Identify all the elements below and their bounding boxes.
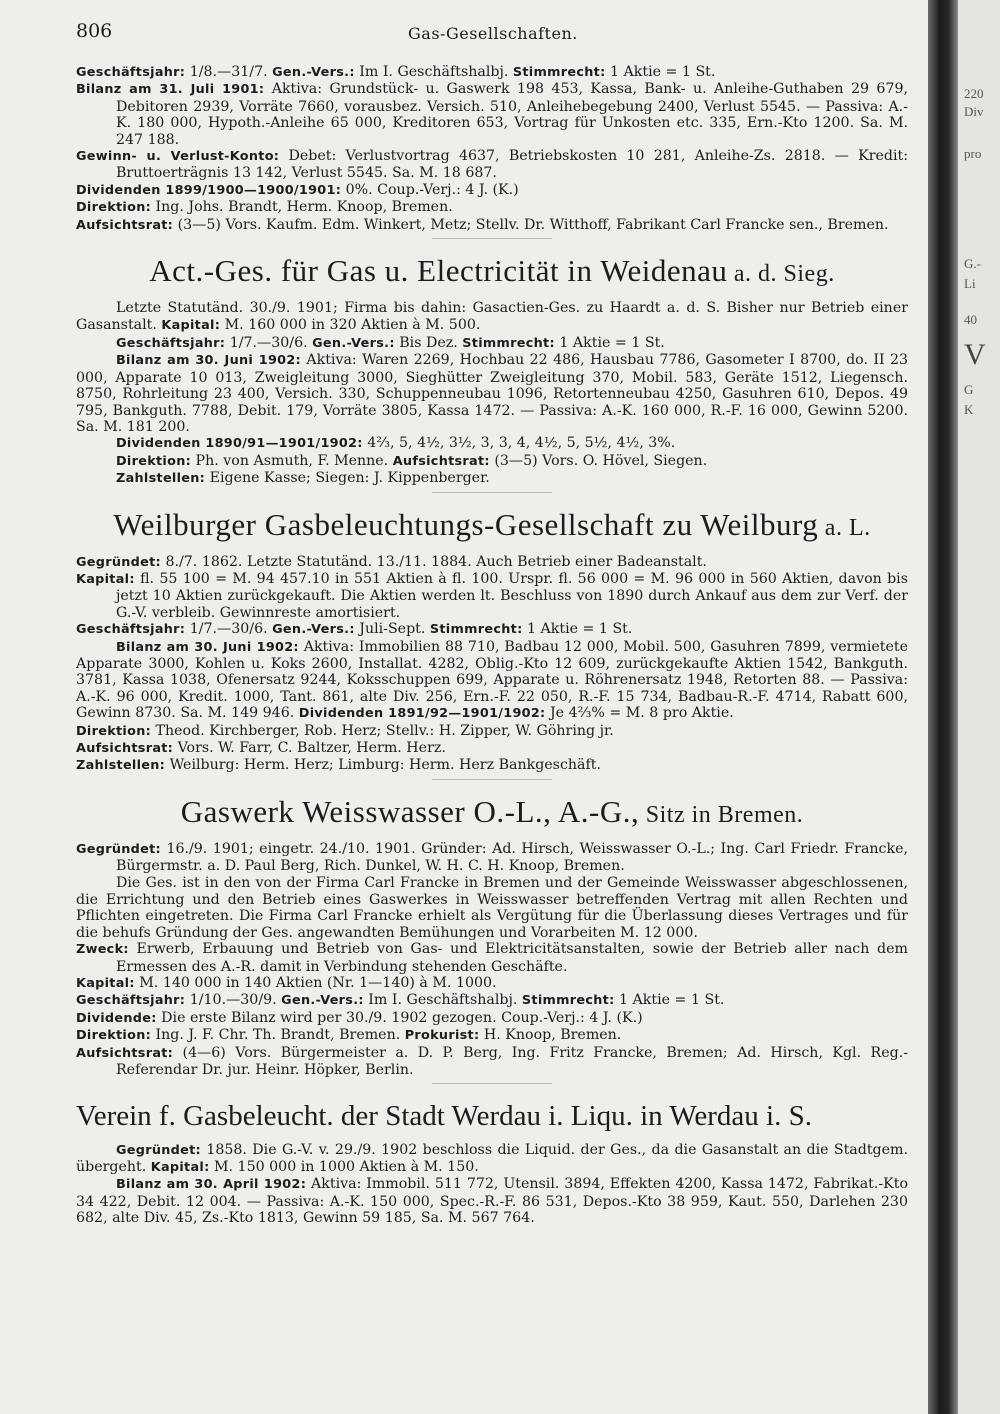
adjacent-text-fragment: G	[964, 382, 974, 397]
entry-line: Aufsichtsrat: (3—5) Vors. Kaufm. Edm. Winkert, Metz; Stellv. Dr. Witthoff, Fabrikant Carl Francke sen., Bremen.	[76, 216, 889, 233]
entry-weidenau	[76, 253, 908, 487]
entry-line: Gegründet: 8./7. 1862. Letzte Statutänd. 13./11. 1884. Auch Betrieb einer Badeanstalt.	[76, 553, 707, 570]
entry-werdau	[76, 1098, 908, 1227]
separator-rule	[432, 492, 552, 493]
entry-line: Bilanz am 30. Juni 1902: Aktiva: Waren 2269, Hochbau 22 486, Hausbau 7786, Gasometer I 8700, do. II 23 000, Apparate 10 013, Zweigleitung 3000, Sieghütter Zweigleitung 370, Mobil. 583, Geräte 1512, Liegensch. 8750, Rohrleitung 23 400, Versich. 330, Schuppenneubau 1096, Retortenneubau 4250, Gasuhren 610, Depos. 49 795, Bankguth. 7788, Debit. 179, Vorräte 3805, Kassa 1472. — Passiva: A.-K. 160 000, R.-F. 16 000, Gewinn 5200. Sa. M. 181 200.	[76, 352, 909, 435]
entry-line: Aufsichtsrat: (4—6) Vors. Bürgermeister a. D. P. Berg, Ing. Fritz Francke, Bremen; Ad. Hirsch, Kgl. Reg.-Referendar Dr. jur. Heinr. Höpker, Berlin.	[76, 1044, 908, 1079]
adjacent-text-fragment: Li	[964, 276, 976, 291]
entry-line: Geschäftsjahr: 1/10.—30/9. Gen.-Vers.: Im I. Geschäftshalbj. Stimmrecht: 1 Aktie = 1 St.	[76, 992, 725, 1009]
entry-line: Zweck: Erwerb, Erbauung und Betrieb von Gas- und Elektricitätsanstalten, sowie der Betrieb aller nach dem Ermessen des A.-R. damit in Verbindung stehenden Geschäfte.	[76, 941, 908, 975]
entry-line: Dividenden 1899/1900—1900/1901: 0%. Coup.-Verj.: 4 J. (K.)	[76, 181, 519, 198]
adjacent-text-fragment: 220	[964, 86, 984, 101]
adjacent-text-fragment: Div	[964, 104, 984, 119]
page-content	[76, 64, 908, 1227]
entry-line: Bilanz am 30. April 1902: Aktiva: Immobil. 511 772, Utensil. 3894, Effekten 4200, Kassa 1472, Fabrikat.-Kto 34 422, Debit. 12 004. — Passiva: A.-K. 150 000, Spec.-R.-F. 86 531, Depos.-Kto 38 959, Kaut. 550, Darlehen 230 682, alte Div. 45, Zs.-Kto 1813, Gewinn 59 185, Sa. M. 567 764.	[76, 1176, 909, 1227]
entry-line: Die Ges. ist in den von der Firma Carl Francke in Bremen und der Gemeinde Weisswasser abgeschlossenen, die Errichtung und den Betrieb eines Gaswerkes in Weisswasser betreffenden Vertrag mit allen Rechten und Pflichten eingetreten. Die Firma Carl Francke erhielt als Vergütung für die Überlassung dieses Vertrages und für die behufs Gründung der Ges. angewandten Bemühungen und Vorarbeiten M. 12 000.	[76, 874, 908, 941]
entry-line: Aufsichtsrat: Vors. W. Farr, C. Baltzer, Herm. Herz.	[76, 740, 446, 756]
book-gutter-shadow	[928, 0, 958, 1414]
entry-continuation	[76, 64, 908, 234]
entry-line: Kapital: fl. 55 100 = M. 94 457.10 in 551 Aktien à fl. 100. Urspr. fl. 56 000 = M. 96 000 in 560 Aktien, davon bis jetzt 10 Aktien zurückgekauft. Die Aktien werden lt. Beschluss von 1890 durch Ankauf aus dem zur Verf. der G.-V. verbleib. Gewinnreste amortisiert.	[76, 570, 908, 621]
entry-line: Geschäftsjahr: 1/7.—30/6. Gen.-Vers.: Bis Dez. Stimmrecht: 1 Aktie = 1 St.	[116, 334, 665, 351]
entry-line: Zahlstellen: Weilburg: Herm. Herz; Limburg: Herm. Herz Bankgeschäft.	[76, 757, 601, 774]
entry-line: Geschäftsjahr: 1/7.—30/6. Gen.-Vers.: Juli-Sept. Stimmrecht: 1 Aktie = 1 St.	[76, 621, 633, 638]
entry-line: Zahlstellen: Eigene Kasse; Siegen: J. Kippenberger.	[116, 470, 490, 487]
entry-line: Bilanz am 31. Juli 1901: Aktiva: Grundstück- u. Gaswerk 198 453, Kassa, Bank- u. Anleihe-Guthaben 29 679, Debitoren 2939, Vorräte 7660, vorausbez. Versich. 510, Anleihebegebung 2400, Verlust 5545. — Passiva: A.-K. 180 000, Hypoth.-Anleihe 65 000, Kreditoren 653, Vortrag für Unkosten etc. 335, Ern.-Kto 1200. Sa. M. 247 188.	[76, 81, 908, 148]
adjacent-text-fragment: G.-	[964, 256, 981, 271]
company-title: Act.-Ges. für Gas u. Electricität in Weidenau a. d. Sieg.	[149, 253, 835, 289]
adjacent-text-fragment: 40	[964, 312, 977, 327]
company-title: Weilburger Gasbeleuchtungs-Gesellschaft zu Weilburg a. L.	[113, 506, 871, 542]
separator-rule	[432, 1083, 552, 1084]
company-title: Verein f. Gasbeleucht. der Stadt Werdau i. Liqu. in Werdau i. S.	[76, 1099, 812, 1132]
company-title: Gaswerk Weisswasser O.-L., A.-G., Sitz in Bremen.	[180, 793, 804, 829]
separator-rule	[432, 779, 552, 780]
entry-weilburg	[76, 507, 908, 775]
adjacent-text-fragment: K	[964, 402, 974, 417]
entry-line: Direktion: Ing. J. F. Chr. Th. Brandt, Bremen. Prokurist: H. Knoop, Bremen.	[76, 1027, 622, 1044]
entry-line: Gewinn- u. Verlust-Konto: Debet: Verlustvortrag 4637, Betriebskosten 10 281, Anleihe-Zs. 2818. — Kredit: Bruttoerträgnis 13 142, Verlust 5545. Sa. M. 18 687.	[76, 148, 908, 182]
entry-line: Direktion: Ph. von Asmuth, F. Menne. Aufsichtsrat: (3—5) Vors. O. Hövel, Siegen.	[116, 452, 708, 469]
entry-line: Direktion: Ing. Johs. Brandt, Herm. Knoop, Bremen.	[76, 199, 453, 216]
running-head: Gas-Gesellschaften.	[408, 24, 578, 43]
adjacent-page-edge	[958, 0, 1000, 1414]
entry-line: Direktion: Theod. Kirchberger, Rob. Herz; Stellv.: H. Zipper, W. Göhring jr.	[76, 722, 614, 739]
entry-line: Gegründet: 16./9. 1901; eingetr. 24./10. 1901. Gründer: Ad. Hirsch, Weisswasser O.-L.; Ing. Carl Friedr. Francke, Bürgermstr. a. D. Paul Berg, Rich. Dunkel, W. H. C. H. Knoop, Bremen.	[76, 840, 908, 875]
separator-rule	[432, 238, 552, 239]
entry-line: Dividenden 1890/91—1901/1902: 4⅔, 5, 4½, 3½, 3, 3, 4, 4½, 5, 5½, 4½, 3%.	[116, 435, 676, 452]
entry-line: Kapital: M. 140 000 in 140 Aktien (Nr. 1—140) à M. 1000.	[76, 975, 497, 992]
entry-line: Bilanz am 30. Juni 1902: Aktiva: Immobilien 88 710, Badbau 12 000, Mobil. 500, Gasuhren 7899, vermietete Apparate 3000, Kohlen u. Koks 2600, Installat. 4282, Oblig.-Kto 12 609, zurückgekaufte Aktien 1542, Bankguth. 3781, Kassa 1038, Ofenersatz 9244, Koksschuppen 699, Apparate u. Röhrenersatz 1948, Retorten 88. — Passiva: A.-K. 96 000, Kredit. 1000, Tant. 861, alte Div. 256, Ern.-F. 22 050, R.-F. 15 734, Badbau-R.-F. 4714, Rabatt 600, Gewinn 8730. Sa. M. 149 946. Dividenden 1891/92—1901/1902: Je 4⅔% = M. 8 pro Aktie.	[76, 638, 909, 722]
page-header	[76, 20, 888, 48]
entry-weisswasser	[76, 794, 908, 1079]
entry-line: Geschäftsjahr: 1/8.—31/7. Gen.-Vers.: Im I. Geschäftshalbj. Stimmrecht: 1 Aktie = 1 St.	[76, 64, 716, 80]
entry-line: Dividende: Die erste Bilanz wird per 30./9. 1902 gezogen. Coup.-Verj.: 4 J. (K.)	[76, 1009, 643, 1026]
page-number: 806	[76, 20, 113, 42]
adjacent-text-fragment: pro	[964, 146, 982, 161]
entry-line: Gegründet: 1858. Die G.-V. v. 29./9. 1902 beschloss die Liquid. der Ges., da die Gasanstalt an die Stadtgem. übergeht. Kapital: M. 150 000 in 1000 Aktien à M. 150.	[76, 1141, 908, 1175]
adjacent-text-fragment: V	[964, 338, 986, 371]
entry-line: Letzte Statutänd. 30./9. 1901; Firma bis dahin: Gasactien-Ges. zu Haardt a. d. S. Bisher nur Betrieb einer Gasanstalt. Kapital: M. 160 000 in 320 Aktien à M. 500.	[76, 300, 908, 334]
